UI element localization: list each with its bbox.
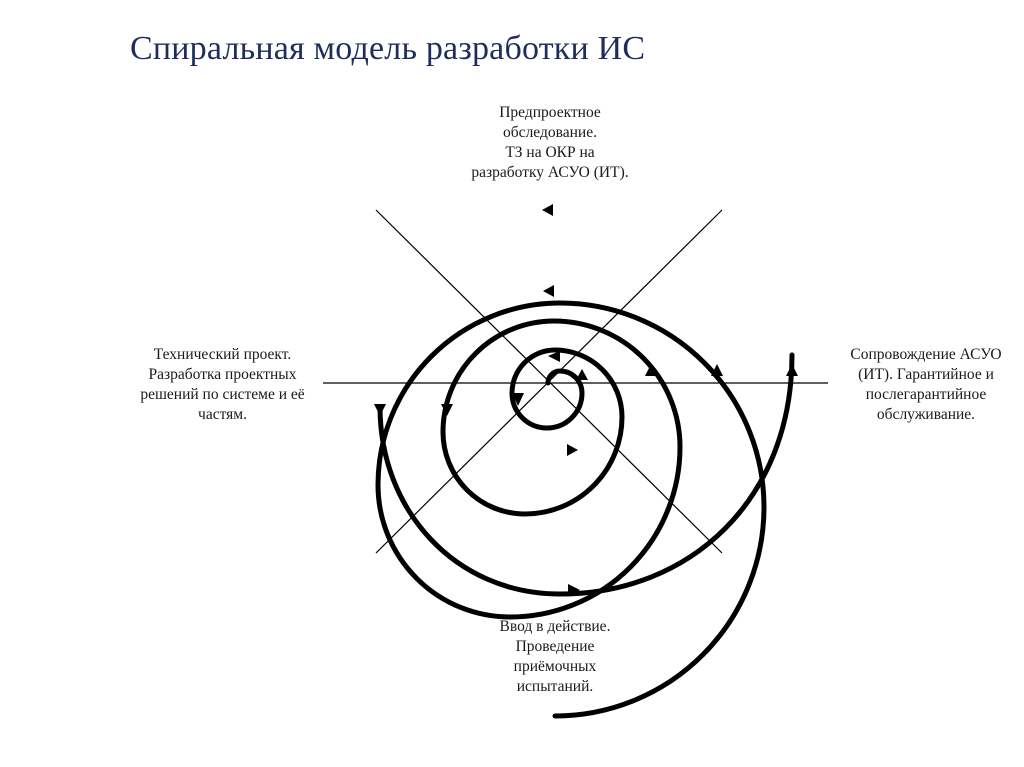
phase-label-technical-project: Технический проект. Разработка проектных решений по системе и её частям. — [140, 346, 305, 423]
direction-arrow-icon — [543, 285, 554, 297]
phase-label-maintenance: Сопровождение АСУО (ИТ). Гарантийное и послегарантийное обслуживание. — [850, 346, 1002, 423]
direction-arrow-icon — [374, 404, 386, 416]
slide-title: Спиральная модель разработки ИС — [130, 30, 646, 67]
direction-arrow-icon — [542, 204, 553, 216]
direction-arrow-icon — [786, 364, 798, 376]
phase-label-commissioning: Ввод в действие. Проведение приёмочных испытаний. — [499, 618, 611, 695]
phase-label-pre-design: Предпроектное обследование. ТЗ на ОКР на разработку АСУО (ИТ). — [471, 104, 629, 181]
direction-arrow-icon — [576, 369, 588, 380]
direction-arrow-icon — [567, 444, 578, 456]
